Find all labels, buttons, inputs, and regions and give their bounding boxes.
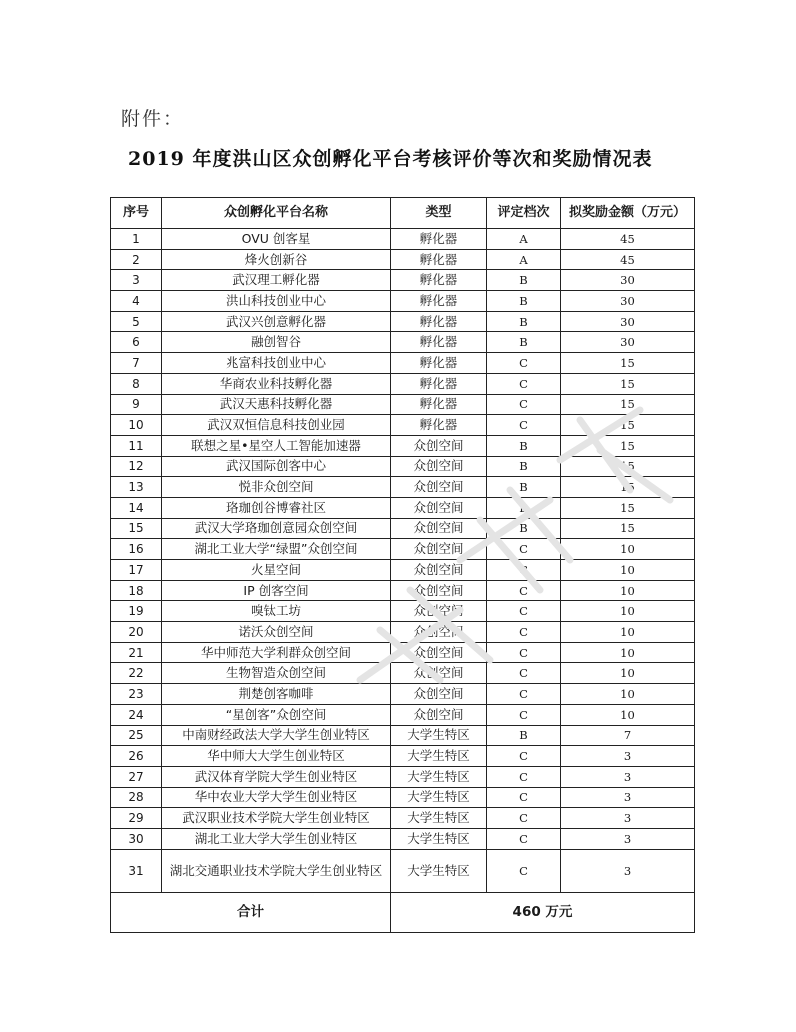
table-row xyxy=(111,291,695,312)
row-level: C xyxy=(487,642,561,663)
row-amount: 10 xyxy=(561,539,695,560)
table-row xyxy=(111,704,695,725)
row-type: 孵化器 xyxy=(391,291,487,312)
row-name: 湖北工业大学“绿盟”众创空间 xyxy=(162,539,391,560)
row-level: C xyxy=(487,622,561,643)
row-index: 4 xyxy=(111,291,162,312)
table-row xyxy=(111,766,695,787)
row-level: B xyxy=(487,270,561,291)
row-index: 23 xyxy=(111,684,162,705)
page-title: 2019 年度洪山区众创孵化平台考核评价等次和奖励情况表 xyxy=(128,148,653,170)
row-amount: 3 xyxy=(561,849,695,892)
row-name: 武汉体育学院大学生创业特区 xyxy=(162,766,391,787)
row-type: 众创空间 xyxy=(391,580,487,601)
row-amount: 3 xyxy=(561,787,695,808)
total-value: 460 万元 xyxy=(391,892,695,932)
row-name: 湖北工业大学大学生创业特区 xyxy=(162,828,391,849)
table-row xyxy=(111,518,695,539)
row-type: 众创空间 xyxy=(391,477,487,498)
row-index: 3 xyxy=(111,270,162,291)
row-name: 生物智造众创空间 xyxy=(162,663,391,684)
row-name: 洪山科技创业中心 xyxy=(162,291,391,312)
row-level: C xyxy=(487,539,561,560)
row-amount: 10 xyxy=(561,601,695,622)
row-level: B xyxy=(487,311,561,332)
row-index: 15 xyxy=(111,518,162,539)
row-type: 众创空间 xyxy=(391,518,487,539)
row-level: C xyxy=(487,684,561,705)
row-level: C xyxy=(487,704,561,725)
row-type: 众创空间 xyxy=(391,704,487,725)
row-level: C xyxy=(487,415,561,436)
table-row xyxy=(111,663,695,684)
column-header-amount: 拟奖励金额（万元） xyxy=(561,198,695,229)
row-name: 华商农业科技孵化器 xyxy=(162,373,391,394)
table-row xyxy=(111,311,695,332)
row-index: 17 xyxy=(111,560,162,581)
row-type: 孵化器 xyxy=(391,229,487,250)
table-body xyxy=(111,229,695,893)
table-row xyxy=(111,746,695,767)
row-amount: 30 xyxy=(561,332,695,353)
row-type: 孵化器 xyxy=(391,249,487,270)
table-row xyxy=(111,539,695,560)
row-amount: 45 xyxy=(561,229,695,250)
row-type: 众创空间 xyxy=(391,601,487,622)
row-name: 武汉双恒信息科技创业园 xyxy=(162,415,391,436)
row-name: 荆楚创客咖啡 xyxy=(162,684,391,705)
row-type: 众创空间 xyxy=(391,560,487,581)
row-level: B xyxy=(487,435,561,456)
table-row xyxy=(111,580,695,601)
row-name: 诺沃众创空间 xyxy=(162,622,391,643)
row-index: 12 xyxy=(111,456,162,477)
row-level: C xyxy=(487,849,561,892)
table-header-row xyxy=(111,198,695,229)
table-row xyxy=(111,622,695,643)
table-row xyxy=(111,394,695,415)
row-type: 大学生特区 xyxy=(391,808,487,829)
row-level: C xyxy=(487,394,561,415)
row-type: 大学生特区 xyxy=(391,746,487,767)
table-row xyxy=(111,808,695,829)
table-row xyxy=(111,849,695,892)
row-level: B xyxy=(487,291,561,312)
table-row xyxy=(111,684,695,705)
column-header-index: 序号 xyxy=(111,198,162,229)
row-amount: 3 xyxy=(561,808,695,829)
row-level: C xyxy=(487,663,561,684)
table-row xyxy=(111,601,695,622)
row-index: 16 xyxy=(111,539,162,560)
row-name: IP 创客空间 xyxy=(162,580,391,601)
row-index: 29 xyxy=(111,808,162,829)
row-amount: 10 xyxy=(561,704,695,725)
row-index: 5 xyxy=(111,311,162,332)
row-name: 华中师大大学生创业特区 xyxy=(162,746,391,767)
row-name: 华中农业大学大学生创业特区 xyxy=(162,787,391,808)
row-amount: 3 xyxy=(561,828,695,849)
row-level: C xyxy=(487,353,561,374)
row-type: 大学生特区 xyxy=(391,787,487,808)
row-index: 24 xyxy=(111,704,162,725)
table-row xyxy=(111,415,695,436)
row-amount: 15 xyxy=(561,415,695,436)
table-row xyxy=(111,560,695,581)
row-amount: 10 xyxy=(561,580,695,601)
column-header-type: 类型 xyxy=(391,198,487,229)
row-amount: 15 xyxy=(561,373,695,394)
row-amount: 15 xyxy=(561,477,695,498)
row-type: 众创空间 xyxy=(391,622,487,643)
row-amount: 15 xyxy=(561,456,695,477)
row-amount: 15 xyxy=(561,394,695,415)
row-name: 武汉理工孵化器 xyxy=(162,270,391,291)
row-type: 孵化器 xyxy=(391,394,487,415)
row-type: 众创空间 xyxy=(391,497,487,518)
column-header-level: 评定档次 xyxy=(487,198,561,229)
row-level: B xyxy=(487,725,561,746)
total-label: 合计 xyxy=(111,892,391,932)
row-level: C xyxy=(487,373,561,394)
row-type: 众创空间 xyxy=(391,539,487,560)
row-name: 融创智谷 xyxy=(162,332,391,353)
row-name: 武汉大学珞珈创意园众创空间 xyxy=(162,518,391,539)
row-index: 8 xyxy=(111,373,162,394)
table-row xyxy=(111,373,695,394)
row-amount: 15 xyxy=(561,518,695,539)
row-type: 大学生特区 xyxy=(391,849,487,892)
row-type: 众创空间 xyxy=(391,456,487,477)
row-name: 兆富科技创业中心 xyxy=(162,353,391,374)
row-amount: 10 xyxy=(561,663,695,684)
attachment-label: 附件： xyxy=(121,108,185,130)
row-amount: 45 xyxy=(561,249,695,270)
row-name: 华中师范大学利群众创空间 xyxy=(162,642,391,663)
table-row xyxy=(111,332,695,353)
table-row xyxy=(111,456,695,477)
table-row xyxy=(111,642,695,663)
row-name: 悦非众创空间 xyxy=(162,477,391,498)
row-level: C xyxy=(487,560,561,581)
row-amount: 30 xyxy=(561,311,695,332)
row-name: 烽火创新谷 xyxy=(162,249,391,270)
row-name: 湖北交通职业技术学院大学生创业特区 xyxy=(162,849,391,892)
row-type: 孵化器 xyxy=(391,270,487,291)
row-index: 31 xyxy=(111,849,162,892)
row-type: 大学生特区 xyxy=(391,828,487,849)
row-index: 30 xyxy=(111,828,162,849)
row-index: 6 xyxy=(111,332,162,353)
row-name: 武汉国际创客中心 xyxy=(162,456,391,477)
row-amount: 3 xyxy=(561,746,695,767)
row-index: 27 xyxy=(111,766,162,787)
row-name: 嗅钛工坊 xyxy=(162,601,391,622)
row-index: 10 xyxy=(111,415,162,436)
row-level: B xyxy=(487,456,561,477)
row-level: B xyxy=(487,518,561,539)
table-row xyxy=(111,353,695,374)
row-type: 大学生特区 xyxy=(391,725,487,746)
row-name: 武汉职业技术学院大学生创业特区 xyxy=(162,808,391,829)
row-index: 22 xyxy=(111,663,162,684)
column-header-name: 众创孵化平台名称 xyxy=(162,198,391,229)
award-table xyxy=(110,197,695,933)
row-index: 1 xyxy=(111,229,162,250)
row-type: 众创空间 xyxy=(391,663,487,684)
row-amount: 15 xyxy=(561,497,695,518)
row-index: 7 xyxy=(111,353,162,374)
row-name: 联想之星•星空人工智能加速器 xyxy=(162,435,391,456)
row-index: 14 xyxy=(111,497,162,518)
row-level: C xyxy=(487,746,561,767)
table-row xyxy=(111,497,695,518)
row-index: 28 xyxy=(111,787,162,808)
row-name: 武汉天惠科技孵化器 xyxy=(162,394,391,415)
row-type: 众创空间 xyxy=(391,642,487,663)
row-index: 25 xyxy=(111,725,162,746)
row-name: 珞珈创谷博睿社区 xyxy=(162,497,391,518)
table-row xyxy=(111,725,695,746)
row-amount: 15 xyxy=(561,353,695,374)
row-type: 众创空间 xyxy=(391,435,487,456)
row-level: C xyxy=(487,787,561,808)
row-index: 9 xyxy=(111,394,162,415)
row-type: 孵化器 xyxy=(391,332,487,353)
row-index: 20 xyxy=(111,622,162,643)
row-index: 13 xyxy=(111,477,162,498)
row-type: 众创空间 xyxy=(391,684,487,705)
row-amount: 10 xyxy=(561,560,695,581)
row-index: 19 xyxy=(111,601,162,622)
row-name: “星创客”众创空间 xyxy=(162,704,391,725)
row-level: C xyxy=(487,828,561,849)
row-level: C xyxy=(487,808,561,829)
row-level: C xyxy=(487,601,561,622)
row-type: 大学生特区 xyxy=(391,766,487,787)
row-level: A xyxy=(487,249,561,270)
row-level: B xyxy=(487,477,561,498)
row-type: 孵化器 xyxy=(391,415,487,436)
row-amount: 3 xyxy=(561,766,695,787)
row-name: 武汉兴创意孵化器 xyxy=(162,311,391,332)
row-amount: 15 xyxy=(561,435,695,456)
row-index: 2 xyxy=(111,249,162,270)
row-amount: 30 xyxy=(561,291,695,312)
row-level: B xyxy=(487,332,561,353)
table-row xyxy=(111,229,695,250)
row-amount: 10 xyxy=(561,642,695,663)
row-level: B xyxy=(487,497,561,518)
row-amount: 10 xyxy=(561,622,695,643)
table-row xyxy=(111,477,695,498)
table-row xyxy=(111,270,695,291)
row-type: 孵化器 xyxy=(391,311,487,332)
row-amount: 10 xyxy=(561,684,695,705)
row-index: 11 xyxy=(111,435,162,456)
row-amount: 30 xyxy=(561,270,695,291)
row-type: 孵化器 xyxy=(391,373,487,394)
table-row xyxy=(111,249,695,270)
total-row xyxy=(111,892,695,932)
row-name: OVU 创客星 xyxy=(162,229,391,250)
row-index: 18 xyxy=(111,580,162,601)
row-type: 孵化器 xyxy=(391,353,487,374)
row-amount: 7 xyxy=(561,725,695,746)
row-level: C xyxy=(487,766,561,787)
row-level: C xyxy=(487,580,561,601)
row-name: 中南财经政法大学大学生创业特区 xyxy=(162,725,391,746)
row-level: A xyxy=(487,229,561,250)
table-row xyxy=(111,828,695,849)
table-row xyxy=(111,787,695,808)
row-index: 21 xyxy=(111,642,162,663)
table-row xyxy=(111,435,695,456)
row-index: 26 xyxy=(111,746,162,767)
row-name: 火星空间 xyxy=(162,560,391,581)
